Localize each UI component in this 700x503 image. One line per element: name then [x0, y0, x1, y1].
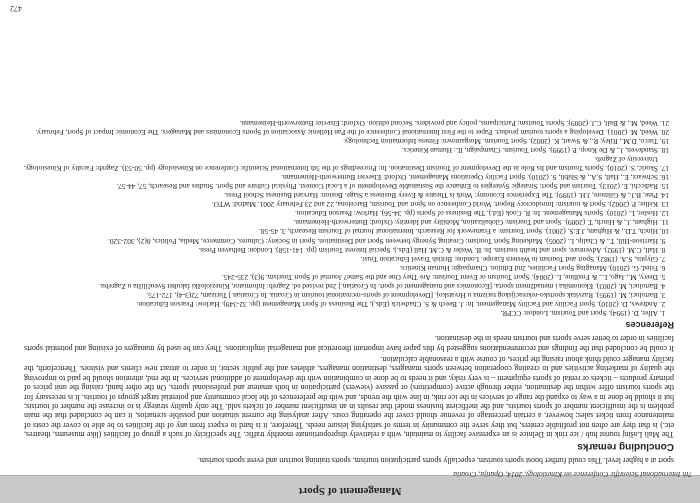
reference-item: 13. Keller, P. (2002). Sport & tourism: Introductory Report. World Conference on Sport and Tourism, Barcelona, 22 and 23 February 2001. Madrid: WTO.: [24, 200, 658, 209]
reference-item: 10. Hinch, T.D., & Higham, J.E.S. (2001). Sport Tourism: a Framework for Research. International Journal of Tourism Research, 3, 45-58.: [24, 227, 658, 236]
reference-item: 1. Alfer, D. (1994). Sport and Tourism. London: CCPR.: [24, 309, 658, 318]
intro-paragraph: sport at a higher level. This could further boost sports tourism, especially sports participation tourism, sports training tourism and event sports tourism.: [197, 456, 674, 465]
reference-item: 3. Bartoluci, M. (1995). Razvitak sportsko-rekreacijskog turizma u Hrvatskoj. [Development of sports-recreational tourism in Croatia. In Croatian.] Turizam, 72(3-4), 172-175.: [24, 291, 658, 300]
reference-item: 18. Standeven, J., & De Knop, P. (1999). Sport Tourism. Champaign, IL: Human Kinetics.: [24, 146, 658, 155]
reference-item: 19. Turco, D.M., Riley, R., & Swart, K. (2002). Sport Tourism. Morgantown: Fitness Information Technology.: [24, 136, 658, 145]
reference-item: 15. Radicchi, E. (2013). Tourism and Sport: Strategic Synergies to Enhance the Sustainable Development of a Local Context. Physical Culture and Sport. Studies and Research, 57, 44-57.: [24, 181, 658, 190]
reference-item: 6. Fried, G. (2010). Managing Sport Facilities, 2nd Edition. Champaign: Human Kinetics.: [24, 263, 658, 272]
reference-item: 21. Weed, M., & Bull, C.J. (2009). Sports Tourism: Participants, policy and providers. Second edition. Oxford: Elsevier Butterworth-Heinemann.: [24, 118, 658, 127]
concluding-paragraph: It could be concluded that the findings and recommendations suggested by this paper have important theoretical and managerial implications. They can be used by managers of existing and potential sports facilities in order to better serve sports and tourism needs in the destination.: [24, 334, 674, 353]
reference-item: 20. Weed, M. (2001). Developing a sports tourism product. Paper to the First International Conference of the Pan Hellenic Association of Sports Economists and Managers, The Economic Impact of Sport, February.: [24, 127, 658, 136]
references-heading: References: [625, 319, 674, 330]
reference-item: 16. Schwarz, E., Hall, S.A., & Shibli, S. (2010). Sport Facility Operations Management. Oxford: Elsevier Butterworth-Heinemann.: [24, 172, 658, 181]
concluding-paragraph: The Mali Lošinj tourist hub / ice rink in Delnice is an expensive facility to maintain, with a relatively disproportionate monthly traffic. The specificity of such a group of facilities (like museums, theatres, etc.) is that they are often not profitable centers, but they serve the community in terms of satisfying leisure needs. Therefore, it is hard to expect from any of the facilities to be able to cover the costs of maintenance from ticket sales; however, a certain percentage of revenue should cover the operating costs. After analysing the current situation and possible scenarios, it can be concluded that the main problem is the insufficient number of sports tourists, and the inefficient business model that results in an insufficient number of tickets sold. The only quality strategy is to increase the number of tourists; but it should be done in a way to expand the range of services in the ice rink, in line with the trends, and with the preferences of the local community and potential target groups of tourists. It is necessary for the sports tourism offer within the destination, either through active (competitors) or passive (viewers) participation in both amateur and professional sports. On the other hand, raising the unit prices of primary products – tickets or rental of sports equipment – is very risky, and it needs to be done in combination with the development of additional services. In the end, attention should be paid to improving the quality of marketing activities and to creating cooperation between sports managers, destination managers, athletes and the public sector, in order to attract new clients and visitors. Thenceforth, the facility manager could think about raising the prices, of course with a reasonable calculation.: [24, 354, 674, 440]
reference-item: 9. Harrison-Hill, T., & Chalip, L. (2005). Marketing Sport Tourism: Creating Synergy between Sport and Destination. Sport in Society: Cultures, Commerce, Media, Politics, 8(2), 302-320.: [24, 236, 658, 245]
reference-item: 8. Hall, C.M. (1992). Adventure, sport and health tourism. In: B. Weiler & C.M. Hall (Eds.), Special Interest Tourism (pp. 141-158). London: Belhaven Press.: [24, 245, 658, 254]
document-body: [24, 118, 674, 465]
reference-item: 17. Škorić, S. (2010). Sports Tourism and Its Role in the Development of Tourism Destination. In: Proceedings of the 5th International Scientific Conference on Kinesiology (pp. 50-53). Zagreb: Faculty of Kinesiology, University of Zagreb.: [24, 155, 658, 172]
reference-item: 5. Deery, M., Jago, L., & Fredline, L. (2004). Sport Tourism or Event Tourism: Are They One and the Same? Journal of Sport Tourism, 9(3), 235-245.: [24, 272, 658, 281]
reference-item: 14. Pine, B.J., & Gilmore, J.H. (1999). The Experience Economy: Work is Theatre & Every Business a Stage. Boston: Harvard Business School Press.: [24, 191, 658, 200]
reference-item: 2. Andrews, D. (2010). Sport Facility and Facility Management. In: J. Beech & S. Chadwick (Eds.), The Business of Sport Management (pp. 32-349). Harlow: Pearson Education.: [24, 300, 658, 309]
conference-line: 7th International Scientific Conference on Kinesiology, 2014, Opatija, Croatia: [453, 470, 692, 479]
page-number: 472: [10, 4, 22, 13]
reference-item: 7. Glyptis, S.A. (1982). Sport and Tourism in Western Europe. London: British Travel Education Trust.: [24, 254, 658, 263]
concluding-heading: Concluding remarks: [577, 440, 674, 452]
reference-item: 12. Hosler, L. (2010). Sports Management. In: R. Cook (Ed.), The Business of Sports (pp. 34-56). Harlow: Pearson Education.: [24, 209, 658, 218]
reference-item: 11. Higham, J., & Hinch, T. (2009). Sport and Tourism: Globalization, Mobility and Identity. Oxford: Butterworth-Heinemann.: [24, 218, 658, 227]
page-header-title: Management of Sport: [298, 485, 402, 497]
reference-item: 4. Bartoluci, M. (2003). Ekonomika i menadžment sporta. [Economics and management of sport. In Croatian.] 2nd revised ed. Zagreb: Informator, Kineziološki fakultet Sveučilišta u Zagrebu.: [24, 281, 658, 290]
references-list: [24, 118, 674, 317]
